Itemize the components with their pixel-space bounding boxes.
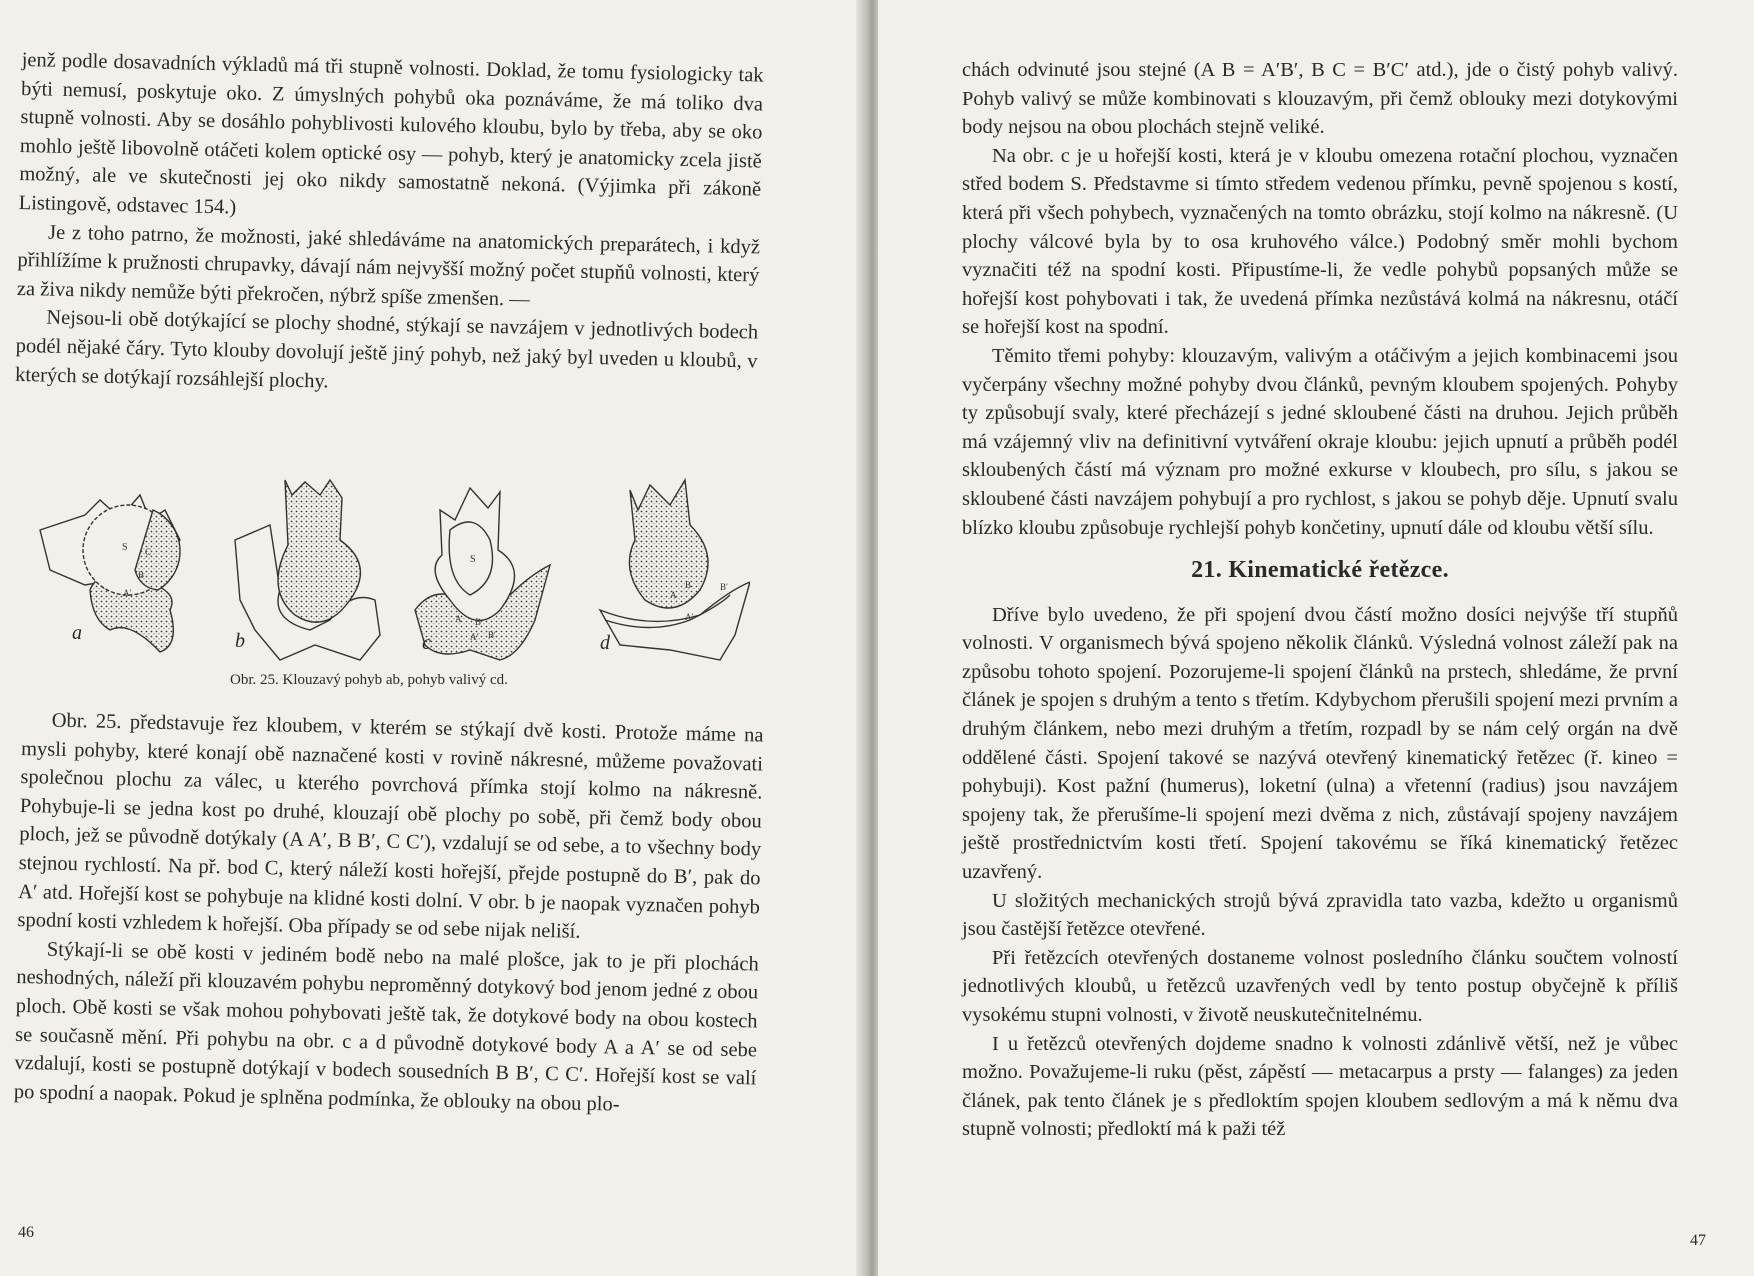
svg-text:B: B [138, 570, 145, 580]
right-page [878, 0, 1754, 1276]
paragraph: Při řetězcích otevřených dostaneme volnost posledního článku součtem volností jednotlivých kloubů, u řetězců uzavřených vedl by tento postup obyčejně k příliš vysokému stupni volnosti, v životě neuskutečnitelnému. [962, 946, 1678, 1026]
figure-caption: Obr. 25. Klouzavý pohyb ab, pohyb valivý cd. [230, 672, 508, 688]
svg-text:C: C [145, 547, 152, 557]
section-heading: 21. Kinematické řetězce. [1191, 557, 1449, 584]
diagram-c [415, 488, 550, 660]
svg-text:A′: A′ [685, 612, 694, 622]
paragraph: Na obr. c je u hořejší kosti, která je v kloubu omezena rotační plochou, vyznačen střed bodem S. Představme si tímto středem vedenou přímku, pevně spojenou s kostí, která při všech pohybech, vyznačených na tomto obrázku, stojí kolmo na nákresně. (U plochy válcové byla by to osa kruhového válce.) Podobný směr mohli bychom vyznačiti též na spodní kosti. Připustíme-li, že vedle pohybů popsaných může se hořejší kost pohybovati i tak, že uvedená přímka nezůstává kolmá na nákresnu, otáčí se hořejší kost na spodní. [962, 144, 1678, 339]
paragraph: Obr. 25. představuje řez kloubem, v kterém se stýkají dvě kosti. Protože máme na mysli pohyby, které konají obě naznačené kosti v rovině nákresné, můžeme považovati společnou plochu za válec, u kterého povrchová přímka stojí kolmo na nákresně. Pohybuje-li se jedna kost po druhé, klouzají obě plochy po sobě, při čemž body obou ploch, jež se původně dotýkaly (A A′, B B′, C C′), vzdalují se od sebe, a to všechny body stejnou rychlostí. Na př. bod C, který náleží kosti hořejší, přejde postupně do B′, pak do A′ atd. Hořejší kost se pohybuje na klidné kosti dolní. V obr. b je naopak vyznačen pohyb spodní kosti vzhledem k hořejší. Oba případy se od sebe nijak neliší. [17, 709, 764, 943]
paragraph: Stýkají-li se obě kosti v jediném bodě nebo na malé plošce, jak to je při plochách neshodných, náleží při klouzavém pohybu neproměnný dotykový bod jenom jedné z obou ploch. Obě kosti se však mohou pohybovati ještě tak, že dotykové body na obou kostech se současně mění. Při pohybu na obr. c a d původně dotykové body A a A′ se od sebe vzdalují, kosti se postupně dotýkají v bodech sousedních B B′, C C′. Hořejší kost se valí po spodní a naopak. Pokud je splněna podmínka, že oblouky na obou plo- [13, 938, 759, 1116]
paragraph: Dříve bylo uvedeno, že při spojení dvou částí možno dosíci nejvýše tří stupňů volnosti. V organismech bývá spojeno několik článků. Výsledná volnost záleží pak na způsobu tohoto spojení. Pozorujeme-li spojení článků na prstech, shledáme, že první článek je spojen s druhým a tento s třetím. Kdybychom přerušili spojení mezi prvním a druhým článkem, nebo mezi druhým a třetím, rozpadl by se nám celý orgán na dvě oddělené části. Spojení takové se nazývá otevřený kinematický řetězec (ř. kineo = pohybuji). Kost pažní (humerus), loketní (ulna) a vřetenní (radius) jsou navzájem spojeny tak, že přerušíme-li spojení mezi dvěma z nich, zůstávají spojeny navzájem ještě prostřednictvím kosti třetí. Spojení takovému se říká kinematický řetězec uzavřený. [962, 603, 1678, 884]
paragraph: jenž podle dosavadních výkladů má tři stupně volnosti. Doklad, že tomu fysiologicky tak býti nemusí, poskytuje oko. Z úmyslných pohybů oka poznáváme, že má toliko dva stupně volnosti. Aby se dosáhlo pohyblivosti kulového kloubu, bylo by třeba, aby se oko mohlo ještě libovolně otáčeti kolem optické osy — pohyb, který je anatomicky zcela jistě možný, ale ve skutečnosti jej oko nikdy samostatně nekoná. (Výjimka při zákoně Listingově, odstavec 154.) [18, 48, 764, 219]
diagram-b [235, 480, 380, 660]
svg-text:B′: B′ [488, 630, 496, 640]
svg-text:B: B [685, 580, 692, 590]
figure-label-a: a [72, 622, 82, 644]
svg-text:A′: A′ [123, 588, 132, 598]
page-number-left: 46 [18, 1224, 34, 1241]
paragraph: Těmito třemi pohyby: klouzavým, valivým a otáčivým a jejich kombinacemi jsou vyčerpány všechny možné pohyby dvou článků, pevným kloubem spojených. Pohyby ty způsobují svaly, které přecházejí s jedné skloubené části na druhou. Jejich průběh má vzájemný vliv na definitivní vytváření okraje kloubu: jejich upnutí a průběh podél skloubených částí má význam pro možné exkurse v kloubech, pro sílu, s jakou se skloubené části navzájem pohybují a pro rychlost, s jakou se pohyb děje. Upnutí svalu blízko kloubu způsobuje rychlejší pohyb končetiny, upnutí dále od kloubu větší sílu. [962, 344, 1678, 539]
figure-label-b: b [235, 630, 245, 652]
paragraph: I u řetězců otevřených dojdeme snadno k volnosti zdánlivě větší, než je vůbec možno. Považujeme-li ruku (pěst, zápěstí — metacarpus a prsty — falanges) za jeden článek, pak tento článek je s předloktím spojen kloubem sedlovým a má k němu dva stupně volnosti; předloktí má k paži též [962, 1032, 1678, 1141]
figure-label-d: d [600, 632, 610, 654]
paragraph: chách odvinuté jsou stejné (A B = A′B′, B C = B′C′ atd.), jde o čistý pohyb valivý. Pohyb valivý se může kombinovati s klouzavým, při čemž oblouky mezi dotykovými body nejsou na obou plochách stejně veliké. [962, 59, 1678, 139]
diagram-a [40, 495, 180, 652]
svg-text:A: A [670, 590, 677, 600]
svg-text:S: S [122, 542, 128, 553]
svg-text:A′: A′ [470, 632, 479, 642]
paragraph: U složitých mechanických strojů bývá zpravidla tato vazba, kdežto u organismů jsou častější řetězce otevřené. [962, 889, 1678, 941]
diagram-d [600, 480, 750, 660]
right-page-text [962, 56, 1678, 1144]
svg-text:A: A [455, 614, 462, 624]
page-number-right: 47 [1690, 1232, 1706, 1249]
svg-text:B: B [475, 617, 482, 627]
left-page [0, 0, 866, 1276]
svg-text:S: S [470, 554, 476, 565]
left-page-text-bottom [14, 706, 764, 1122]
left-page-text-top [15, 46, 764, 405]
paragraph: Nejsou-li obě dotýkající se plochy shodné, stýkají se navzájem v jednotlivých bodech podél nějaké čáry. Tyto klouby dovolují ještě jiný pohyb, než jaký byl uveden u kloubů, v kterých se dotýkají rozsáhlejší plochy. [14, 306, 759, 393]
joint-diagrams [30, 470, 750, 670]
figure-25 [30, 470, 750, 700]
figure-label-c: c [422, 632, 431, 654]
paragraph: Je z toho patrno, že možnosti, jaké shledáváme na anatomických preparátech, i když přihlížíme k pružnosti chrupavky, dávají nám nejvyšší možný počet stupňů volnosti, který za živa nikdy nemůže býti překročen, nýbrž spíše zmenšen. — [16, 221, 761, 311]
svg-text:B′: B′ [720, 582, 728, 592]
